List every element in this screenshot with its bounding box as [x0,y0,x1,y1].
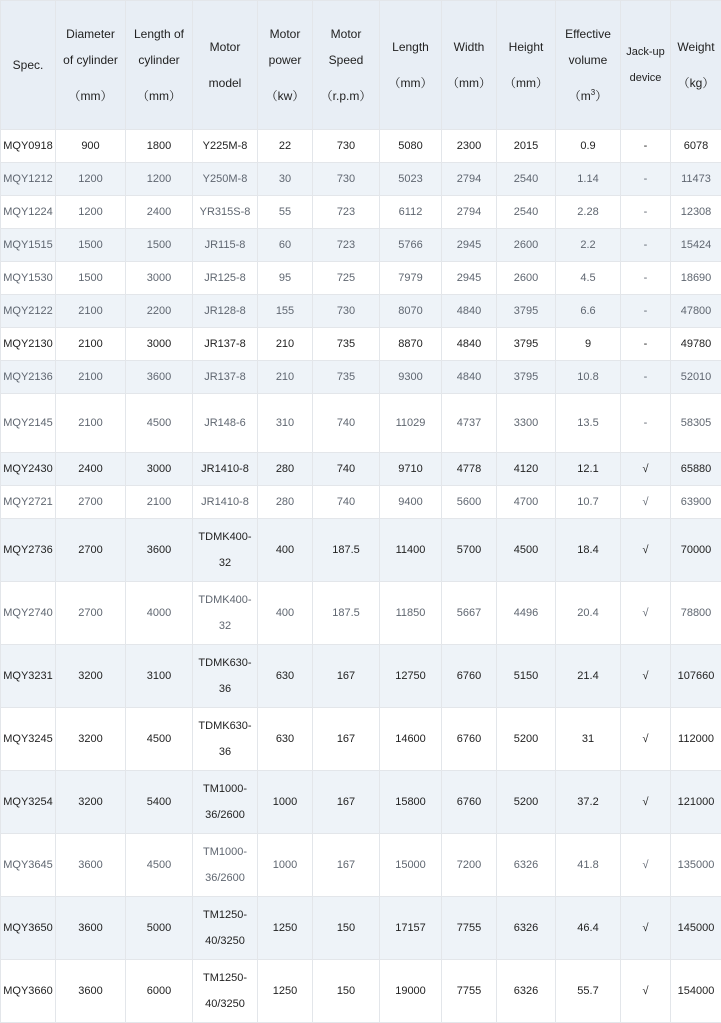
table-row [1,295,721,328]
table-row [1,960,721,1023]
cell-width: 2794 [442,163,497,196]
cell-jackup: - [621,229,671,262]
cell-spec: MQY0918 [1,130,56,163]
cell-width: 5600 [442,486,497,519]
cell-model [193,130,258,163]
motor-model-line: TM1000- [195,839,255,865]
cell-model [193,361,258,394]
cell-length: 19000 [380,960,442,1023]
cell-height: 3300 [497,394,556,453]
cell-length: 11400 [380,519,442,582]
cell-speed: 150 [313,960,380,1023]
cell-length: 5766 [380,229,442,262]
cell-width: 7755 [442,960,497,1023]
cell-volume: 2.28 [556,196,621,229]
cell-length-cyl: 4000 [126,582,193,645]
cell-spec: MQY2130 [1,328,56,361]
cell-length: 9710 [380,453,442,486]
table-row [1,897,721,960]
cell-diameter: 2700 [56,582,126,645]
cell-length-cyl: 5400 [126,771,193,834]
cell-speed: 187.5 [313,582,380,645]
cell-power: 280 [258,453,313,486]
table-row [1,361,721,394]
cell-width: 5667 [442,582,497,645]
cell-speed: 723 [313,229,380,262]
cell-length: 14600 [380,708,442,771]
cell-model [193,394,258,453]
table-row [1,834,721,897]
cell-speed: 150 [313,897,380,960]
cell-jackup: √ [621,645,671,708]
motor-model-line: 40/3250 [195,991,255,1017]
cell-diameter: 900 [56,130,126,163]
motor-model-line: Y225M-8 [195,133,255,159]
cell-model [193,196,258,229]
header-motor-speed: Motor Speed （r.p.m） [313,1,380,130]
cell-diameter: 2400 [56,453,126,486]
cell-model [193,486,258,519]
cell-speed: 167 [313,645,380,708]
cell-volume: 46.4 [556,897,621,960]
cell-jackup: √ [621,834,671,897]
cell-speed: 187.5 [313,519,380,582]
cell-jackup: √ [621,519,671,582]
cell-power: 60 [258,229,313,262]
cell-spec: MQY1515 [1,229,56,262]
cell-model [193,645,258,708]
cell-length-cyl: 1500 [126,229,193,262]
table-row [1,262,721,295]
cell-height: 4700 [497,486,556,519]
motor-model-line: TM1250- [195,965,255,991]
cell-spec: MQY3245 [1,708,56,771]
cell-power: 1250 [258,897,313,960]
header-jack-up-device: Jack-up device [621,1,671,130]
cell-weight: 6078 [671,130,721,163]
motor-model-line: TDMK400- [195,587,255,613]
cell-power: 1000 [258,834,313,897]
motor-model-line: JR115-8 [195,232,255,258]
cell-speed: 723 [313,196,380,229]
cell-height: 2600 [497,229,556,262]
cell-power: 400 [258,582,313,645]
table-row [1,394,721,453]
cell-model [193,519,258,582]
cell-height: 6326 [497,960,556,1023]
table-row [1,519,721,582]
cell-diameter: 3600 [56,834,126,897]
cell-diameter: 1500 [56,262,126,295]
motor-model-line: JR125-8 [195,265,255,291]
cell-power: 210 [258,361,313,394]
cell-weight: 49780 [671,328,721,361]
cell-length-cyl: 4500 [126,708,193,771]
table-row [1,130,721,163]
cell-diameter: 1200 [56,196,126,229]
header-weight: Weight （kg） [671,1,721,130]
cell-length: 6112 [380,196,442,229]
motor-model-line: TDMK630- [195,650,255,676]
cell-power: 400 [258,519,313,582]
cell-volume: 41.8 [556,834,621,897]
cell-width: 6760 [442,645,497,708]
cell-jackup: - [621,295,671,328]
cell-weight: 78800 [671,582,721,645]
cell-height: 3795 [497,328,556,361]
cell-length-cyl: 2200 [126,295,193,328]
cell-width: 2945 [442,262,497,295]
cell-spec: MQY3650 [1,897,56,960]
cell-diameter: 2700 [56,486,126,519]
cell-power: 22 [258,130,313,163]
cell-model [193,229,258,262]
table-row [1,163,721,196]
cell-weight: 15424 [671,229,721,262]
cell-height: 3795 [497,295,556,328]
table-row [1,771,721,834]
cell-volume: 2.2 [556,229,621,262]
cell-volume: 37.2 [556,771,621,834]
cell-diameter: 3600 [56,960,126,1023]
cell-model [193,897,258,960]
cell-power: 630 [258,645,313,708]
cell-speed: 167 [313,708,380,771]
motor-model-line: TM1000- [195,776,255,802]
cell-speed: 167 [313,834,380,897]
cell-length-cyl: 3000 [126,453,193,486]
cell-jackup: - [621,262,671,295]
cell-volume: 0.9 [556,130,621,163]
cell-length-cyl: 3100 [126,645,193,708]
cell-width: 7755 [442,897,497,960]
motor-model-line: YR315S-8 [195,199,255,225]
cell-height: 2540 [497,196,556,229]
header-motor-power: Motor power （kw） [258,1,313,130]
cell-power: 55 [258,196,313,229]
motor-model-line: JR128-8 [195,298,255,324]
cell-height: 2540 [497,163,556,196]
cell-diameter: 2700 [56,519,126,582]
header-spec: Spec. [1,1,56,130]
cell-volume: 10.8 [556,361,621,394]
motor-model-line: 36/2600 [195,802,255,828]
cell-weight: 154000 [671,960,721,1023]
cell-spec: MQY2736 [1,519,56,582]
header-motor-model: Motor model [193,1,258,130]
motor-model-line: TM1250- [195,902,255,928]
cell-length-cyl: 4500 [126,834,193,897]
cell-spec: MQY1224 [1,196,56,229]
cell-model [193,262,258,295]
cell-length: 12750 [380,645,442,708]
cell-spec: MQY2430 [1,453,56,486]
table-row [1,196,721,229]
cell-length-cyl: 5000 [126,897,193,960]
cell-length-cyl: 1800 [126,130,193,163]
cell-jackup: √ [621,453,671,486]
cell-speed: 740 [313,394,380,453]
motor-model-line: TDMK400- [195,524,255,550]
cell-height: 5200 [497,708,556,771]
cell-diameter: 3200 [56,708,126,771]
cell-speed: 725 [313,262,380,295]
cell-diameter: 3600 [56,897,126,960]
cell-length: 15000 [380,834,442,897]
table-row [1,328,721,361]
header-length-of-cylinder: Length of cylinder （mm） [126,1,193,130]
cell-spec: MQY3660 [1,960,56,1023]
cell-jackup: √ [621,897,671,960]
cell-jackup: √ [621,708,671,771]
cell-volume: 18.4 [556,519,621,582]
cell-model [193,771,258,834]
cell-length-cyl: 2400 [126,196,193,229]
cell-weight: 135000 [671,834,721,897]
cell-model [193,328,258,361]
motor-model-line: 32 [195,550,255,576]
cell-spec: MQY2721 [1,486,56,519]
cell-volume: 20.4 [556,582,621,645]
cell-jackup: √ [621,771,671,834]
cell-width: 4778 [442,453,497,486]
cell-power: 95 [258,262,313,295]
table-row [1,708,721,771]
cell-height: 4120 [497,453,556,486]
cell-length: 17157 [380,897,442,960]
cell-width: 6760 [442,771,497,834]
cell-length: 15800 [380,771,442,834]
cell-volume: 9 [556,328,621,361]
cell-length-cyl: 3000 [126,262,193,295]
cell-height: 6326 [497,834,556,897]
cell-width: 2945 [442,229,497,262]
cell-length: 11029 [380,394,442,453]
cell-model [193,960,258,1023]
cell-height: 5150 [497,645,556,708]
cell-width: 4840 [442,328,497,361]
motor-model-line: Y250M-8 [195,166,255,192]
cell-jackup: - [621,328,671,361]
cell-spec: MQY1212 [1,163,56,196]
cell-weight: 58305 [671,394,721,453]
cell-weight: 121000 [671,771,721,834]
cell-length: 5080 [380,130,442,163]
motor-model-line: 36/2600 [195,865,255,891]
table-row [1,229,721,262]
cell-speed: 740 [313,453,380,486]
cell-jackup: - [621,394,671,453]
cell-height: 2600 [497,262,556,295]
motor-model-line: JR137-8 [195,364,255,390]
cell-jackup: √ [621,960,671,1023]
motor-model-line: 32 [195,613,255,639]
cell-diameter: 2100 [56,328,126,361]
cell-length-cyl: 3600 [126,361,193,394]
cell-volume: 4.5 [556,262,621,295]
cell-width: 2300 [442,130,497,163]
cell-model [193,582,258,645]
cell-spec: MQY1530 [1,262,56,295]
cell-weight: 47800 [671,295,721,328]
cell-power: 630 [258,708,313,771]
cell-length: 8070 [380,295,442,328]
cell-speed: 735 [313,361,380,394]
cell-height: 3795 [497,361,556,394]
motor-model-line: 40/3250 [195,928,255,954]
cell-diameter: 2100 [56,394,126,453]
cell-jackup: - [621,196,671,229]
cell-weight: 11473 [671,163,721,196]
cell-power: 155 [258,295,313,328]
cell-model [193,834,258,897]
cell-power: 1000 [258,771,313,834]
motor-model-line: TDMK630- [195,713,255,739]
cell-power: 30 [258,163,313,196]
cell-length-cyl: 3600 [126,519,193,582]
cell-jackup: √ [621,582,671,645]
cell-diameter: 1500 [56,229,126,262]
table-row [1,453,721,486]
cell-diameter: 3200 [56,645,126,708]
cell-diameter: 2100 [56,295,126,328]
cell-weight: 18690 [671,262,721,295]
cell-jackup: - [621,361,671,394]
motor-model-line: JR137-8 [195,331,255,357]
cell-width: 4737 [442,394,497,453]
cell-volume: 6.6 [556,295,621,328]
cell-length-cyl: 4500 [126,394,193,453]
cell-diameter: 1200 [56,163,126,196]
cell-speed: 730 [313,130,380,163]
cell-speed: 735 [313,328,380,361]
header-row [1,1,721,130]
cell-power: 1250 [258,960,313,1023]
cell-model [193,163,258,196]
cell-weight: 145000 [671,897,721,960]
cell-width: 6760 [442,708,497,771]
header-height: Height （mm） [497,1,556,130]
cell-length-cyl: 3000 [126,328,193,361]
cell-length: 9300 [380,361,442,394]
cell-weight: 70000 [671,519,721,582]
cell-width: 4840 [442,295,497,328]
cell-diameter: 3200 [56,771,126,834]
cell-power: 310 [258,394,313,453]
cell-length-cyl: 1200 [126,163,193,196]
cell-speed: 730 [313,163,380,196]
cell-length: 8870 [380,328,442,361]
cell-spec: MQY2145 [1,394,56,453]
cell-weight: 107660 [671,645,721,708]
cell-weight: 52010 [671,361,721,394]
cell-diameter: 2100 [56,361,126,394]
cell-volume: 10.7 [556,486,621,519]
cell-volume: 13.5 [556,394,621,453]
cell-volume: 12.1 [556,453,621,486]
cell-length: 5023 [380,163,442,196]
cell-height: 5200 [497,771,556,834]
header-effective-volume: Effective volume $(m^3)$ [556,1,621,130]
cell-model [193,295,258,328]
table-row [1,486,721,519]
cell-spec: MQY2122 [1,295,56,328]
cell-weight: 63900 [671,486,721,519]
cell-volume: 21.4 [556,645,621,708]
cell-power: 210 [258,328,313,361]
cell-jackup: - [621,130,671,163]
cell-width: 2794 [442,196,497,229]
motor-model-line: 36 [195,676,255,702]
cell-length-cyl: 6000 [126,960,193,1023]
cell-spec: MQY3231 [1,645,56,708]
cell-weight: 112000 [671,708,721,771]
header-length: Length （mm） [380,1,442,130]
cell-width: 4840 [442,361,497,394]
cell-length: 9400 [380,486,442,519]
cell-length: 7979 [380,262,442,295]
cell-length: 11850 [380,582,442,645]
cell-model [193,708,258,771]
cell-volume: 1.14 [556,163,621,196]
cell-height: 4496 [497,582,556,645]
cell-speed: 167 [313,771,380,834]
cell-height: 4500 [497,519,556,582]
cell-volume: 55.7 [556,960,621,1023]
table-row [1,582,721,645]
table-row [1,645,721,708]
cell-width: 7200 [442,834,497,897]
cell-height: 6326 [497,897,556,960]
header-width: Width （mm） [442,1,497,130]
cell-length-cyl: 2100 [126,486,193,519]
motor-model-line: JR1410-8 [195,489,255,515]
motor-model-line: 36 [195,739,255,765]
header-diameter: Diameter of cylinder （mm） [56,1,126,130]
motor-model-line: JR1410-8 [195,456,255,482]
cell-jackup: - [621,163,671,196]
cell-width: 5700 [442,519,497,582]
motor-model-line: JR148-6 [195,410,255,436]
cell-spec: MQY3645 [1,834,56,897]
cell-weight: 65880 [671,453,721,486]
cell-power: 280 [258,486,313,519]
cell-height: 2015 [497,130,556,163]
cell-speed: 740 [313,486,380,519]
cell-spec: MQY2136 [1,361,56,394]
cell-speed: 730 [313,295,380,328]
cell-weight: 12308 [671,196,721,229]
cell-spec: MQY2740 [1,582,56,645]
cell-volume: 31 [556,708,621,771]
cell-jackup: √ [621,486,671,519]
cell-spec: MQY3254 [1,771,56,834]
cell-model [193,453,258,486]
